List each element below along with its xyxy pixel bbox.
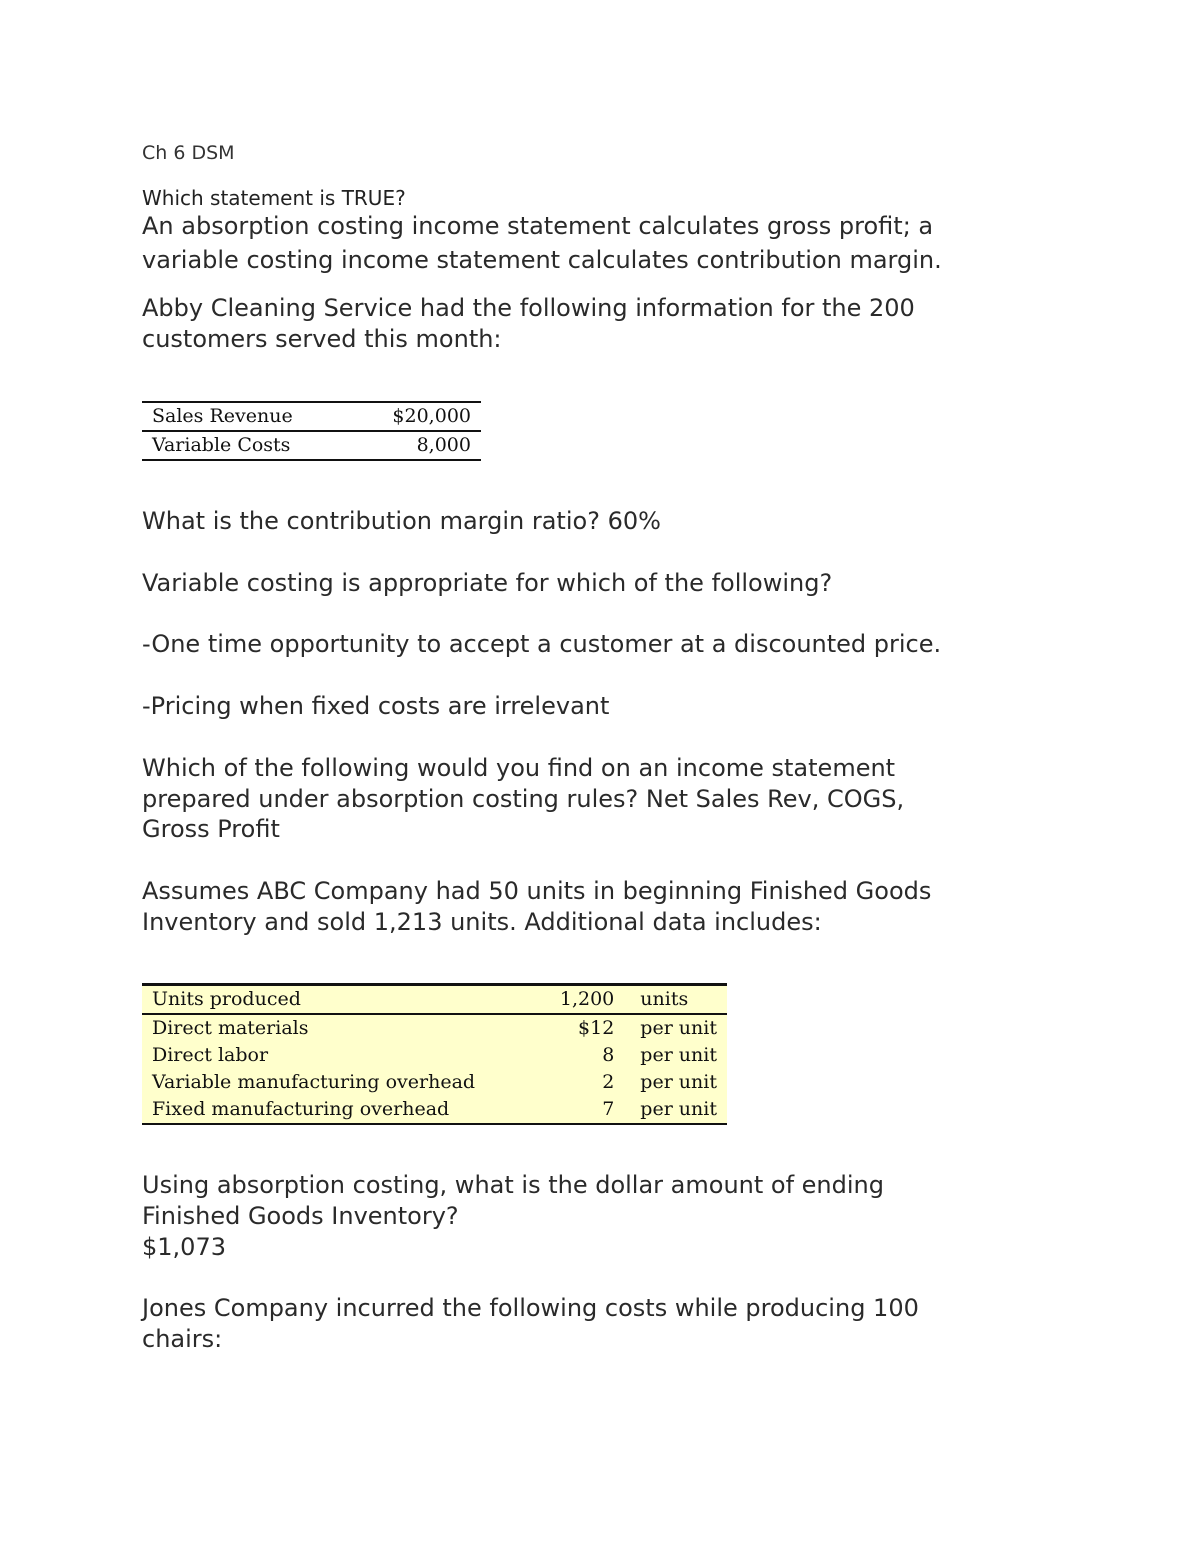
ending-fg-question-line-1: Using absorption costing, what is the dollar amount of ending xyxy=(142,1171,884,1199)
row-label: Direct labor xyxy=(152,1044,269,1066)
answer-bullet-1: -One time opportunity to accept a customer at a discounted price. xyxy=(142,630,942,658)
ending-fg-answer: $1,073 xyxy=(142,1233,226,1261)
row-unit: per unit xyxy=(640,1071,717,1093)
abc-data-table xyxy=(142,983,727,1125)
row-unit: per unit xyxy=(640,1098,717,1120)
sales-table xyxy=(142,401,481,461)
absorption-question-line-3: Gross Profit xyxy=(142,815,280,843)
cm-ratio-question: What is the contribution margin ratio? 60% xyxy=(142,507,661,535)
table-row xyxy=(142,402,481,431)
row-value: $12 xyxy=(578,1017,615,1039)
table-row xyxy=(142,1042,727,1069)
row-label: Variable Costs xyxy=(152,434,291,456)
row-value: $20,000 xyxy=(352,402,481,431)
answer-bullet-2: -Pricing when fixed costs are irrelevant xyxy=(142,692,610,720)
ending-fg-question-line-2: Finished Goods Inventory? xyxy=(142,1202,459,1230)
table-row xyxy=(142,431,481,460)
absorption-question-line-1: Which of the following would you find on an income statement xyxy=(142,754,896,782)
row-value: 8,000 xyxy=(416,434,471,456)
row-value: 8 xyxy=(602,1044,615,1066)
row-unit: per unit xyxy=(640,1017,717,1039)
row-label: Fixed manufacturing overhead xyxy=(152,1098,450,1120)
table-row xyxy=(142,1069,727,1096)
absorption-question-line-2: prepared under absorption costing rules? Net Sales Rev, COGS, xyxy=(142,785,905,813)
abby-intro-line-2: customers served this month: xyxy=(142,325,502,353)
abc-intro-line-1: Assumes ABC Company had 50 units in beginning Finished Goods xyxy=(142,877,932,905)
row-value: 7 xyxy=(602,1098,615,1120)
table-row xyxy=(142,1096,727,1124)
variable-costing-question: Variable costing is appropriate for which of the following? xyxy=(142,569,833,597)
row-label: Direct materials xyxy=(152,1017,309,1039)
table-row xyxy=(142,985,727,1015)
row-label: Sales Revenue xyxy=(142,402,352,431)
question-true-statement: Which statement is TRUE? xyxy=(142,186,406,210)
row-unit: per unit xyxy=(640,1044,717,1066)
row-unit: units xyxy=(624,985,727,1015)
row-label: Units produced xyxy=(142,985,550,1015)
table-row xyxy=(142,1014,727,1042)
row-value: 1,200 xyxy=(550,985,624,1015)
abby-intro-line-1: Abby Cleaning Service had the following information for the 200 xyxy=(142,294,915,322)
answer-line-2: variable costing income statement calculates contribution margin. xyxy=(142,246,942,274)
doc-header: Ch 6 DSM xyxy=(142,142,235,164)
row-label: Variable manufacturing overhead xyxy=(152,1071,476,1093)
row-value: 2 xyxy=(602,1071,615,1093)
jones-intro-line-2: chairs: xyxy=(142,1325,223,1353)
answer-line-1: An absorption costing income statement calculates gross profit; a xyxy=(142,212,934,240)
jones-intro-line-1: Jones Company incurred the following costs while producing 100 xyxy=(142,1294,919,1322)
abc-intro-line-2: Inventory and sold 1,213 units. Additional data includes: xyxy=(142,908,822,936)
